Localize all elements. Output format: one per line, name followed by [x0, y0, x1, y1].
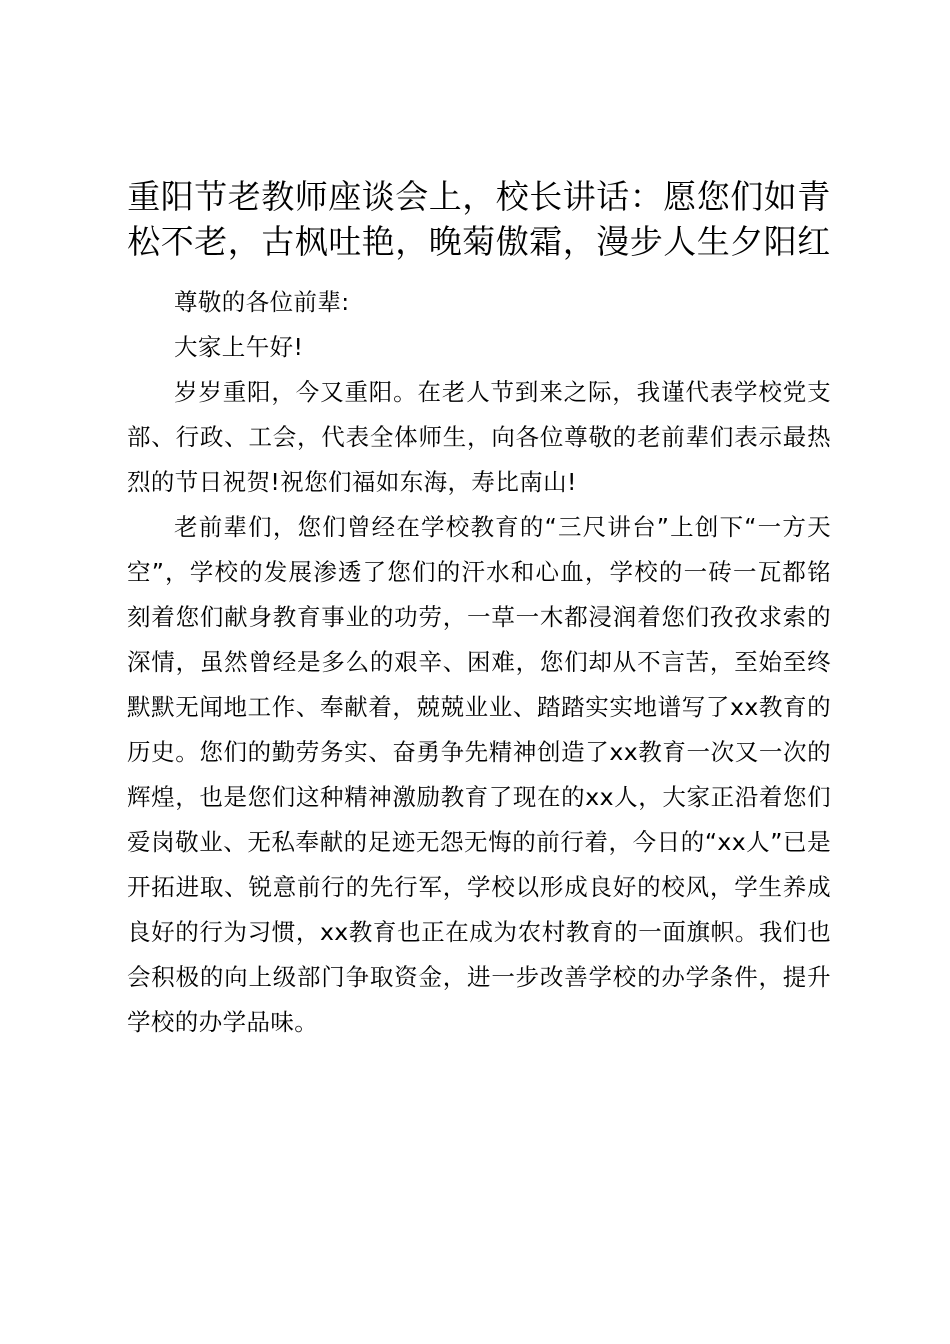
document-page: [127, 174, 831, 1045]
paragraph: 老前辈们，您们曾经在学校教育的“三尺讲台”上创下“一方天空”，学校的发展渗透了您们的汗水和心血，学校的一砖一瓦都铭刻着您们献身教育事业的功劳，一草一木都浸润着您们孜孜求索的深情，虽然曾经是多么的艰辛、困难，您们却从不言苦，至始至终默默无闻地工作、奉献着，兢兢业业、踏踏实实地谱写了xx教育的历史。您们的勤劳务实、奋勇争先精神创造了xx教育一次又一次的辉煌，也是您们这种精神激励教育了现在的xx人，大家正沿着您们爱岗敬业、无私奉献的足迹无怨无悔的前行着，今日的“xx人”已是开拓进取、锐意前行的先行军，学校以形成良好的校风，学生养成良好的行为习惯，xx教育也正在成为农村教育的一面旗帜。我们也会积极的向上级部门争取资金，进一步改善学校的办学条件，提升学校的办学品味。: [127, 513, 831, 1036]
paragraph: 岁岁重阳，今又重阳。在老人节到来之际，我谨代表学校党支部、行政、工会，代表全体师生，向各位尊敬的老前辈们表示最热烈的节日祝贺!祝您们福如东海，寿比南山!: [127, 378, 831, 496]
document-title: 重阳节老教师座谈会上，校长讲话：愿您们如青松不老，古枫吐艳，晚菊傲霜，漫步人生夕阳红: [127, 177, 831, 261]
document-body: [127, 280, 831, 1045]
greeting: 大家上午好!: [174, 333, 304, 361]
salutation: 尊敬的各位前辈:: [174, 288, 350, 316]
